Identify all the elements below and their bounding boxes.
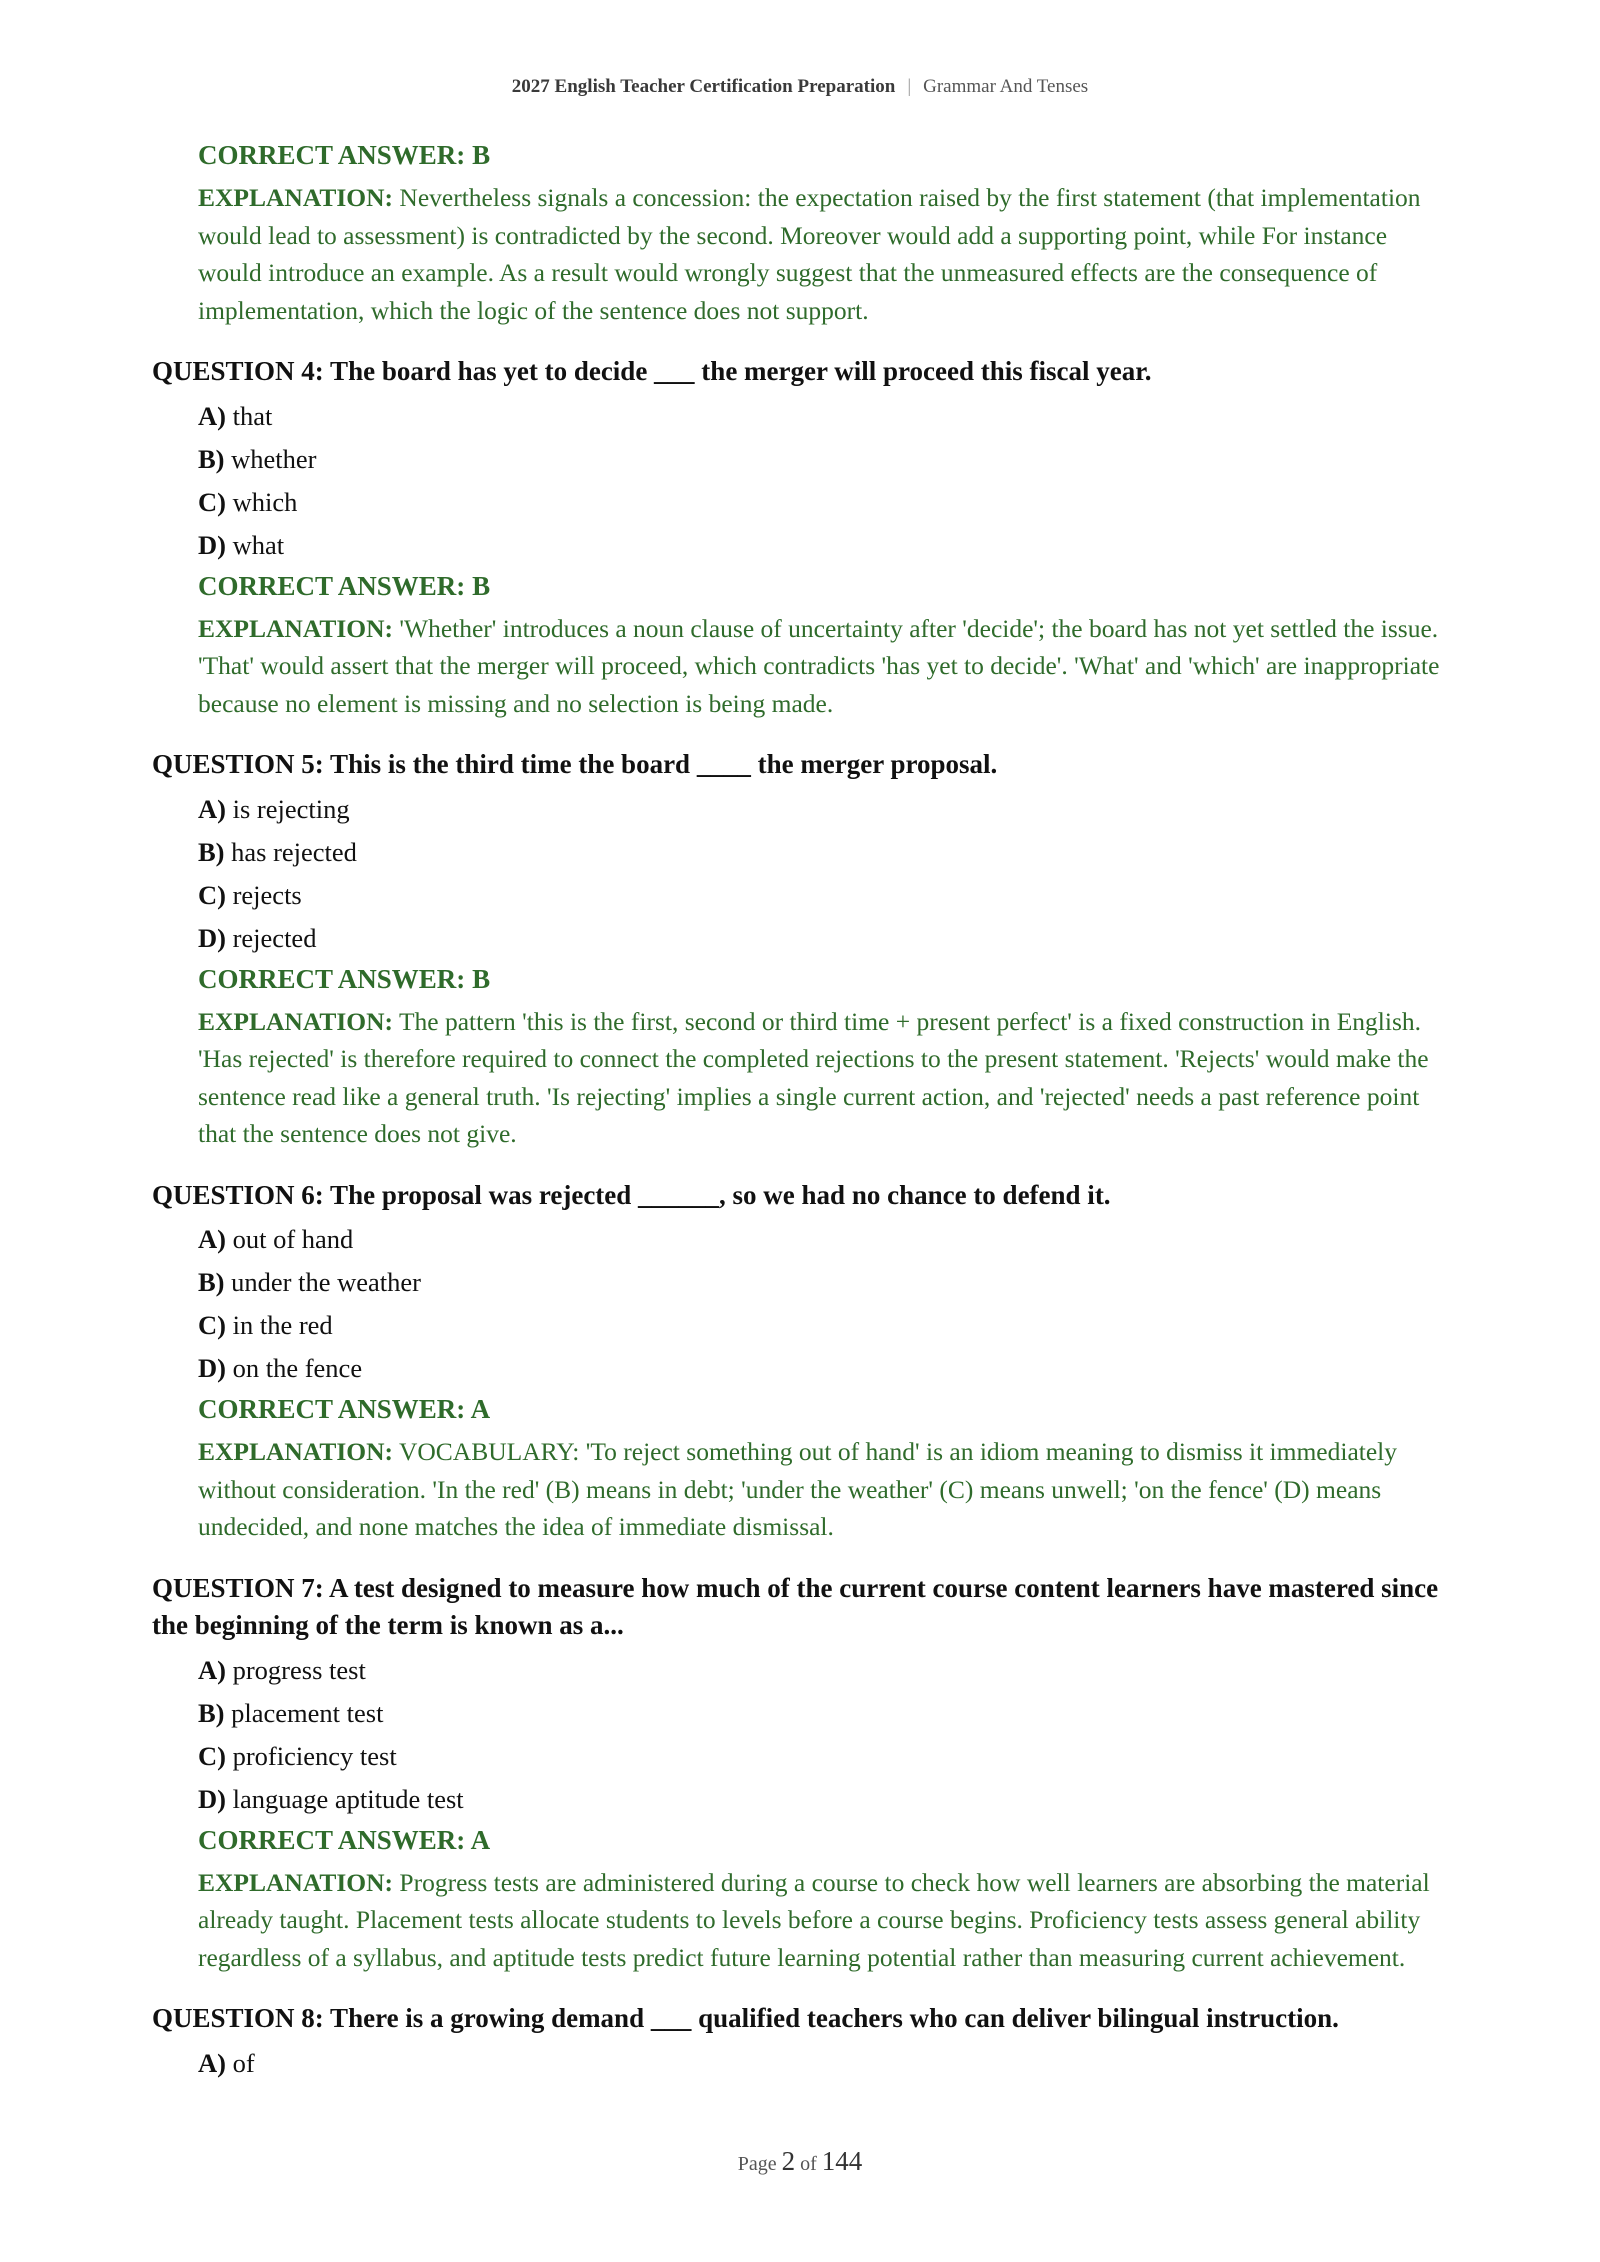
document-title: 2027 English Teacher Certification Preparation bbox=[511, 76, 896, 97]
explanation-label: EXPLANATION: bbox=[198, 1867, 394, 1897]
correct-answer-letter: B bbox=[472, 140, 491, 170]
correct-answer-label: CORRECT ANSWER: bbox=[198, 1394, 471, 1424]
header-separator: | bbox=[907, 76, 912, 97]
option-letter: B) bbox=[198, 443, 225, 474]
option-text: which bbox=[225, 486, 298, 517]
option-list bbox=[198, 395, 1448, 567]
correct-answer bbox=[198, 960, 1448, 998]
option-text: what bbox=[225, 529, 285, 560]
answer-block-q7 bbox=[198, 1821, 1448, 1977]
option-text: has rejected bbox=[224, 836, 357, 867]
option-text: in the red bbox=[225, 1310, 333, 1340]
option-b bbox=[198, 1261, 1448, 1304]
option-a bbox=[198, 1218, 1448, 1261]
option-text: under the weather bbox=[224, 1267, 421, 1297]
question-stem bbox=[152, 2000, 1448, 2038]
question-number: QUESTION 5: bbox=[152, 749, 324, 779]
correct-answer bbox=[198, 1821, 1448, 1859]
explanation-text: The pattern 'this is the first, second or third time + present perfect' is a fixed construction in English. 'Has rejected' is therefore required to connect the completed rejections to the present statement. 'Rejects' would make the sentence read like a general truth. 'Is rejecting' implies a single current action, and 'rejected' needs a past reference point that the sentence does not give. bbox=[198, 1006, 1429, 1148]
explanation bbox=[198, 179, 1448, 329]
question-block-7 bbox=[152, 1570, 1448, 1977]
explanation bbox=[198, 610, 1448, 723]
option-text: rejects bbox=[225, 879, 302, 910]
option-list bbox=[198, 788, 1448, 960]
option-letter: A) bbox=[198, 1654, 226, 1685]
question-block-5 bbox=[152, 746, 1448, 1153]
option-a bbox=[198, 1649, 1448, 1692]
explanation bbox=[198, 1864, 1448, 1977]
option-a bbox=[198, 2042, 1448, 2085]
option-c bbox=[198, 874, 1448, 917]
page-content bbox=[152, 136, 1448, 2085]
explanation-text: VOCABULARY: 'To reject something out of hand' is an idiom meaning to dismiss it immediately without consideration. 'In the red' (B) means in debt; 'under the weather' (C) means unwell; 'on the fence' (D) means undecided, and none matches the idea of immediate dismissal. bbox=[198, 1437, 1398, 1541]
question-text: The board has yet to decide ___ the merger will proceed this fiscal year. bbox=[323, 356, 1152, 386]
correct-answer bbox=[198, 1390, 1448, 1428]
question-stem bbox=[152, 746, 1448, 784]
total-pages-number: 144 bbox=[821, 2146, 863, 2176]
question-text: The proposal was rejected ______, so we had no chance to defend it. bbox=[323, 1179, 1111, 1210]
option-text: placement test bbox=[224, 1697, 384, 1728]
question-text: This is the third time the board ____ the merger proposal. bbox=[323, 749, 998, 779]
option-d bbox=[198, 1778, 1448, 1821]
correct-answer bbox=[198, 567, 1448, 605]
option-letter: B) bbox=[198, 836, 225, 867]
answer-block-q3 bbox=[198, 136, 1448, 329]
page-word: Page bbox=[737, 2153, 782, 2175]
option-letter: D) bbox=[198, 1353, 226, 1383]
question-stem bbox=[152, 353, 1448, 391]
option-text: on the fence bbox=[225, 1353, 363, 1383]
option-d bbox=[198, 524, 1448, 567]
option-letter: C) bbox=[198, 879, 226, 910]
option-letter: D) bbox=[198, 1783, 226, 1814]
option-list bbox=[198, 1218, 1448, 1390]
option-text: language aptitude test bbox=[225, 1783, 464, 1814]
option-c bbox=[198, 481, 1448, 524]
question-text: A test designed to measure how much of the current course content learners have mastered since the beginning of the term is known as a... bbox=[152, 1572, 1439, 1640]
option-c bbox=[198, 1735, 1448, 1778]
option-text: rejected bbox=[225, 922, 317, 953]
question-block-6 bbox=[152, 1177, 1448, 1546]
current-page-number: 2 bbox=[781, 2146, 796, 2176]
option-list bbox=[198, 1649, 1448, 1821]
question-number: QUESTION 6: bbox=[152, 1179, 324, 1210]
option-a bbox=[198, 395, 1448, 438]
option-letter: B) bbox=[198, 1697, 225, 1728]
option-letter: C) bbox=[198, 486, 226, 517]
option-b bbox=[198, 438, 1448, 481]
explanation-text: 'Whether' introduces a noun clause of uncertainty after 'decide'; the board has not yet settled the issue. 'That' would assert that the merger will proceed, which contradicts 'has yet to decide'. 'What' and 'which' are inappropriate because no element is missing and no selection is being made. bbox=[198, 613, 1440, 718]
option-text: of bbox=[225, 2047, 255, 2078]
explanation bbox=[198, 1003, 1448, 1153]
option-letter: B) bbox=[198, 1267, 225, 1297]
option-b bbox=[198, 831, 1448, 874]
page-header bbox=[0, 76, 1600, 98]
of-word: of bbox=[795, 2153, 822, 2175]
option-text: whether bbox=[224, 443, 317, 474]
option-letter: D) bbox=[198, 529, 226, 560]
page-footer bbox=[0, 2146, 1600, 2177]
correct-answer-label: CORRECT ANSWER: bbox=[198, 140, 473, 170]
option-list bbox=[198, 2042, 1448, 2085]
correct-answer-letter: B bbox=[472, 570, 491, 601]
correct-answer-letter: A bbox=[470, 1394, 491, 1424]
question-number: QUESTION 8: bbox=[152, 2003, 324, 2033]
explanation bbox=[198, 1433, 1448, 1546]
option-letter: A) bbox=[198, 793, 226, 824]
answer-block-q6 bbox=[198, 1390, 1448, 1546]
correct-answer-letter: A bbox=[470, 1824, 491, 1855]
question-stem bbox=[152, 1177, 1448, 1215]
correct-answer-label: CORRECT ANSWER: bbox=[198, 570, 473, 601]
explanation-text: Progress tests are administered during a course to check how well learners are absorbing the material already taught. Placement tests allocate students to levels before a course begins. Proficiency tests assess general ability regardless of a syllabus, and aptitude tests predict future learning potential rather than measuring current achievement. bbox=[198, 1867, 1430, 1972]
option-text: out of hand bbox=[225, 1224, 354, 1254]
correct-answer-label: CORRECT ANSWER: bbox=[198, 1824, 471, 1855]
option-text: is rejecting bbox=[225, 793, 350, 824]
option-text: that bbox=[225, 400, 273, 431]
question-text: There is a growing demand ___ qualified teachers who can deliver bilingual instruction. bbox=[323, 2003, 1339, 2033]
option-letter: A) bbox=[198, 1224, 226, 1254]
answer-block-q4 bbox=[198, 567, 1448, 723]
option-letter: D) bbox=[198, 922, 226, 953]
option-text: progress test bbox=[225, 1654, 366, 1685]
option-letter: C) bbox=[198, 1740, 226, 1771]
option-a bbox=[198, 788, 1448, 831]
option-d bbox=[198, 1347, 1448, 1390]
question-block-8 bbox=[152, 2000, 1448, 2085]
answer-block-q5 bbox=[198, 960, 1448, 1153]
correct-answer-label: CORRECT ANSWER: bbox=[198, 963, 473, 994]
option-b bbox=[198, 1692, 1448, 1735]
option-d bbox=[198, 917, 1448, 960]
explanation-text: Nevertheless signals a concession: the expectation raised by the first statement (that implementation would lead to assessment) is contradicted by the second. Moreover would add a supporting point, while For instance would introduce an example. As a result would wrongly suggest that the unmeasured effects are the consequence of implementation, which the logic of the sentence does not support. bbox=[198, 183, 1421, 325]
correct-answer-letter: B bbox=[472, 963, 491, 994]
question-number: QUESTION 4: bbox=[152, 356, 324, 386]
question-stem bbox=[152, 1570, 1448, 1645]
option-letter: C) bbox=[198, 1310, 226, 1340]
option-letter: A) bbox=[198, 2047, 226, 2078]
section-title: Grammar And Tenses bbox=[923, 76, 1089, 97]
question-block-4 bbox=[152, 353, 1448, 722]
question-number: QUESTION 7: bbox=[152, 1572, 324, 1603]
correct-answer bbox=[198, 136, 1448, 174]
explanation-label: EXPLANATION: bbox=[198, 1437, 394, 1466]
explanation-label: EXPLANATION: bbox=[198, 183, 394, 212]
option-text: proficiency test bbox=[225, 1740, 397, 1771]
explanation-label: EXPLANATION: bbox=[198, 613, 394, 643]
option-letter: A) bbox=[198, 400, 226, 431]
explanation-label: EXPLANATION: bbox=[198, 1006, 394, 1036]
option-c bbox=[198, 1304, 1448, 1347]
